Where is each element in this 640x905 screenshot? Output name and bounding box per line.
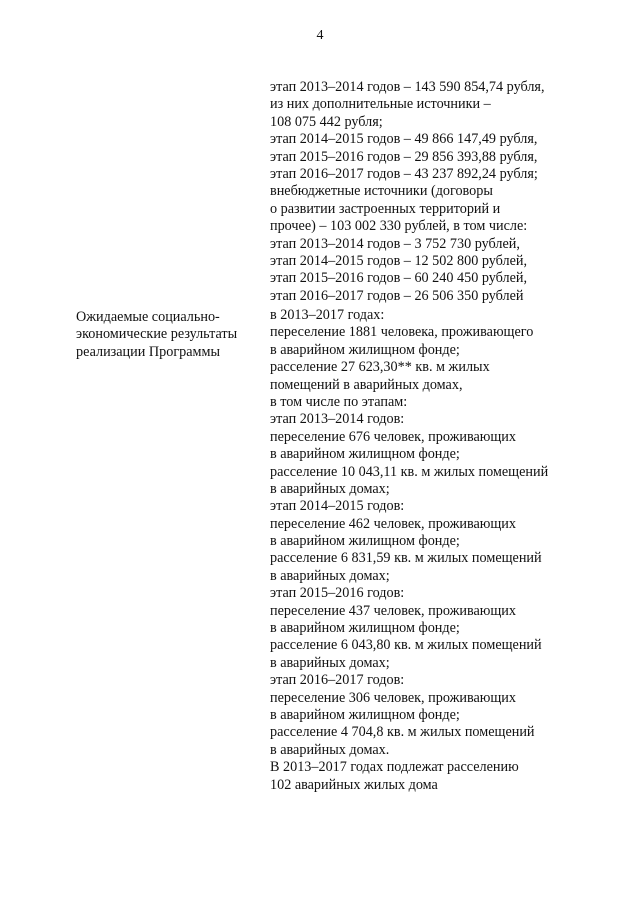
- results-line: в аварийных домах;: [270, 654, 390, 671]
- results-line: в том числе по этапам:: [270, 393, 408, 410]
- results-line: в аварийном жилищном фонде;: [270, 341, 460, 358]
- funding-line: этап 2013–2014 годов – 143 590 854,74 рубля,: [270, 79, 545, 95]
- results-line: расселение 27 623,30** кв. м жилых: [270, 359, 490, 376]
- results-line: переселение 462 человек, проживающих: [270, 515, 516, 532]
- results-line: в аварийных домах;: [270, 567, 390, 584]
- results-line: в аварийном жилищном фонде;: [270, 620, 460, 637]
- results-line: в аварийном жилищном фонде;: [270, 446, 460, 463]
- section-label-line: реализации Программы: [76, 343, 221, 360]
- results-line: этап 2014–2015 годов:: [270, 498, 405, 515]
- funding-line: этап 2014–2015 годов – 49 866 147,49 рубля,: [270, 131, 538, 148]
- section-label: [76, 309, 266, 361]
- funding-line: о развитии застроенных территорий и: [270, 200, 501, 217]
- section-label-line: Ожидаемые социально-: [76, 309, 220, 325]
- results-line: в аварийном жилищном фонде;: [270, 706, 460, 723]
- results-line: переселение 676 человек, проживающих: [270, 428, 516, 445]
- results-line: этап 2013–2014 годов:: [270, 411, 405, 428]
- section-label-line: экономические результаты: [76, 326, 238, 343]
- results-line: расселение 4 704,8 кв. м жилых помещений: [270, 724, 535, 741]
- results-line: помещений в аварийных домах,: [270, 376, 463, 393]
- results-line: этап 2015–2016 годов:: [270, 585, 405, 602]
- results-line: расселение 6 043,80 кв. м жилых помещений: [270, 637, 542, 654]
- funding-line: из них дополнительные источники –: [270, 96, 491, 113]
- expected-results-block: [270, 307, 570, 794]
- results-line: расселение 10 043,11 кв. м жилых помещений: [270, 463, 549, 480]
- results-line: в аварийных домах;: [270, 480, 390, 497]
- funding-line: этап 2013–2014 годов – 3 752 730 рублей,: [270, 235, 520, 252]
- results-line: В 2013–2017 годах подлежат расселению: [270, 759, 519, 776]
- funding-line: этап 2016–2017 годов – 43 237 892,24 рубля;: [270, 165, 538, 182]
- page-number: 4: [316, 28, 324, 43]
- funding-line: этап 2015–2016 годов – 60 240 450 рублей,: [270, 270, 528, 287]
- funding-line: внебюджетные источники (договоры: [270, 183, 493, 200]
- funding-line: этап 2014–2015 годов – 12 502 800 рублей,: [270, 252, 528, 269]
- funding-line: этап 2016–2017 годов – 26 506 350 рублей: [270, 287, 524, 304]
- results-line: переселение 437 человек, проживающих: [270, 602, 516, 619]
- results-line: этап 2016–2017 годов:: [270, 672, 405, 689]
- results-line: в аварийном жилищном фонде;: [270, 533, 460, 550]
- funding-sources-block: [270, 79, 570, 305]
- results-line: переселение 1881 человека, проживающего: [270, 324, 534, 341]
- results-line: в 2013–2017 годах:: [270, 307, 385, 323]
- funding-line: прочее) – 103 002 330 рублей, в том числе:: [270, 218, 528, 235]
- results-line: 102 аварийных жилых дома: [270, 776, 438, 793]
- results-line: переселение 306 человек, проживающих: [270, 689, 516, 706]
- funding-line: 108 075 442 рубля;: [270, 113, 383, 130]
- results-line: расселение 6 831,59 кв. м жилых помещений: [270, 550, 542, 567]
- funding-line: этап 2015–2016 годов – 29 856 393,88 рубля,: [270, 148, 538, 165]
- results-line: в аварийных домах.: [270, 741, 390, 758]
